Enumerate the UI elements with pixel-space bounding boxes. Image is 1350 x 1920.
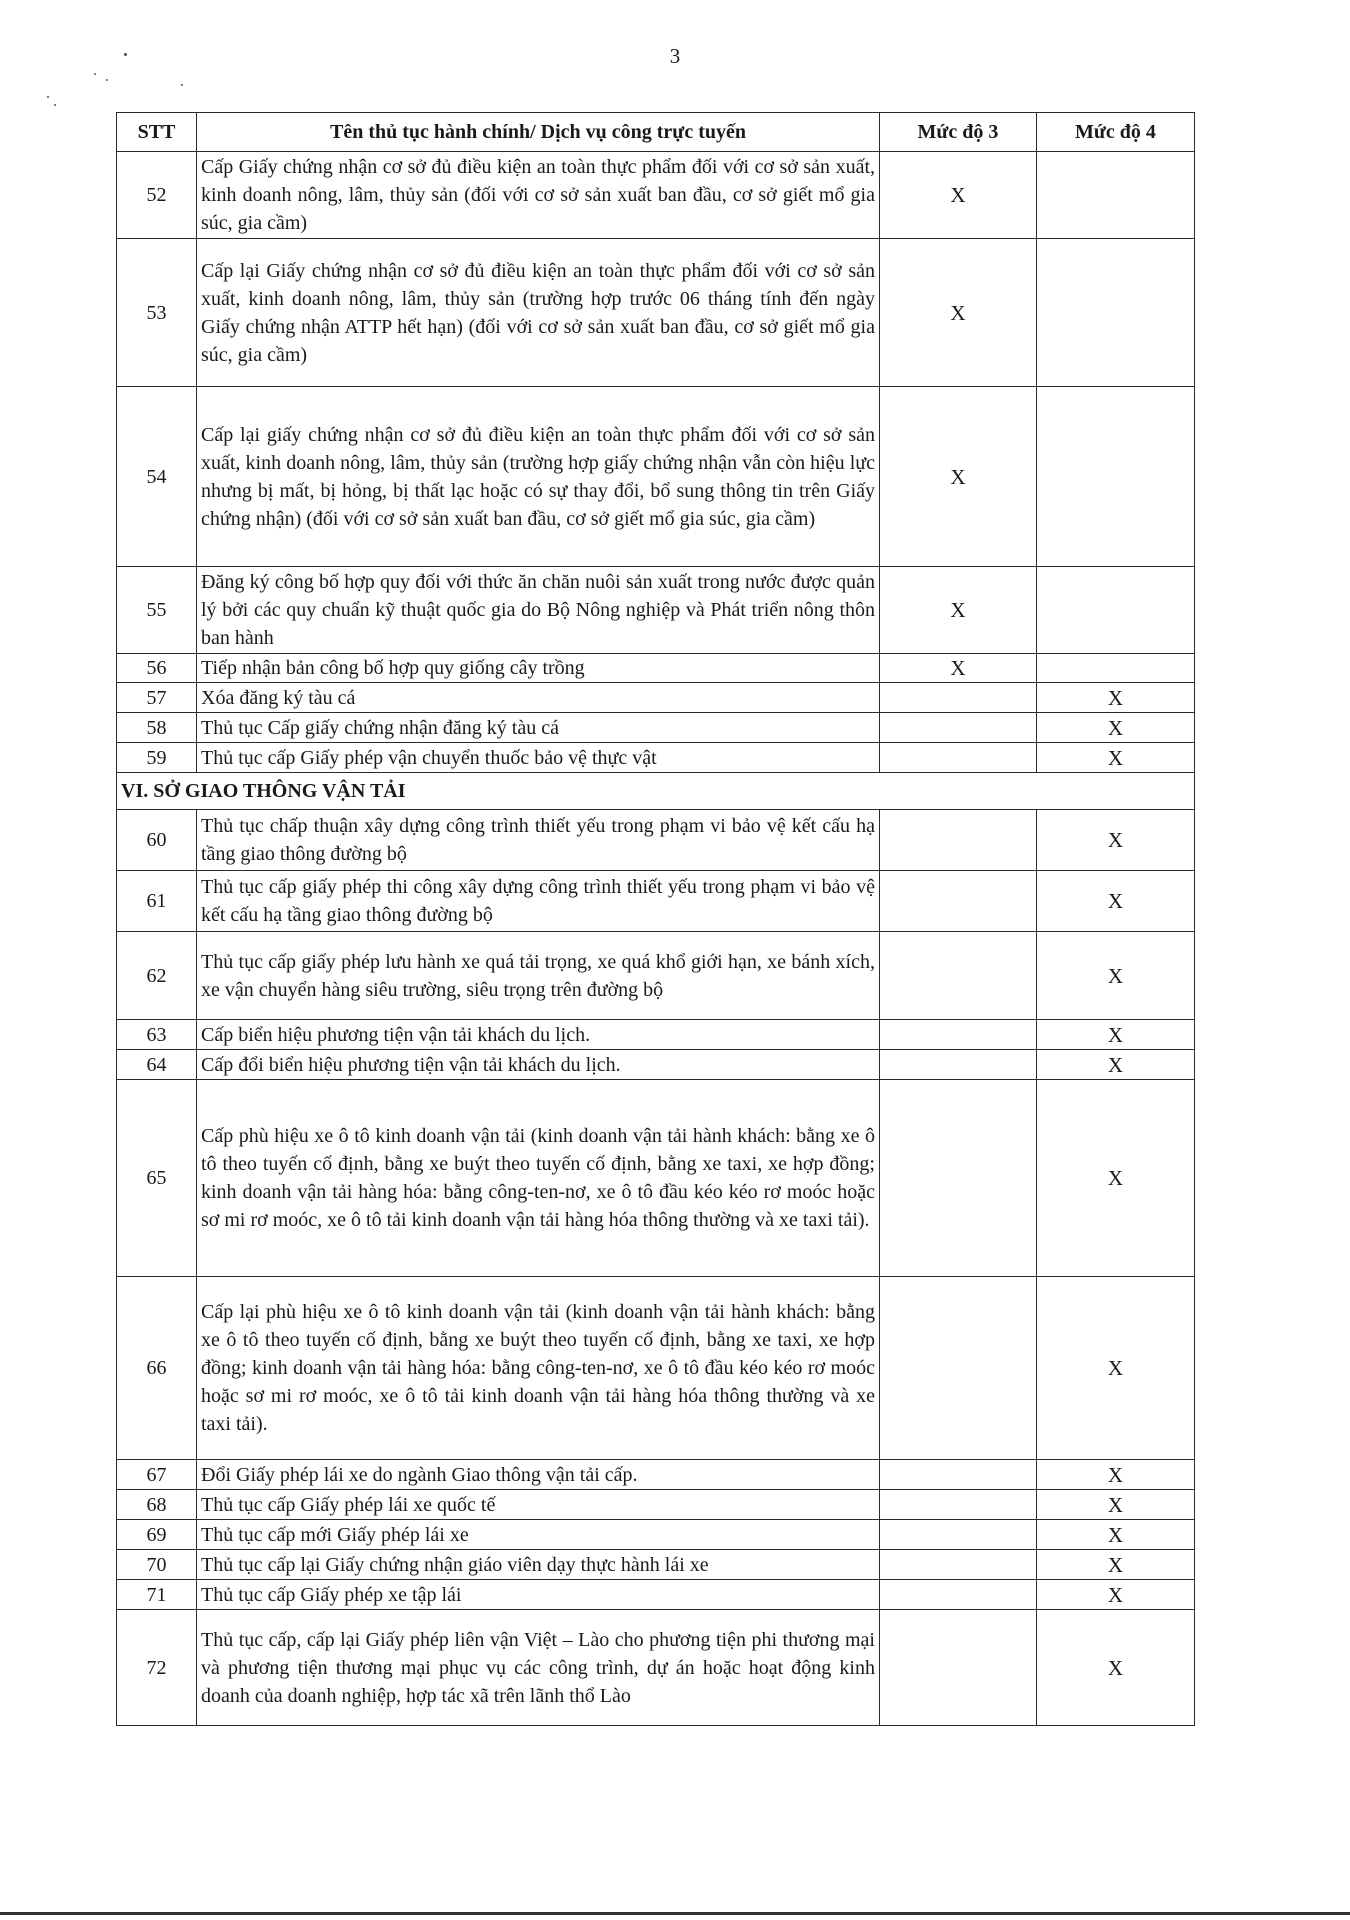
procedure-name: Cấp biển hiệu phương tiện vận tải khách du lịch. xyxy=(197,1020,880,1050)
level-4-mark xyxy=(1037,387,1195,567)
page-number: 3 xyxy=(669,44,681,68)
procedure-name: Thủ tục cấp Giấy phép vận chuyển thuốc bảo vệ thực vật xyxy=(197,743,880,773)
row-number: 64 xyxy=(117,1050,197,1080)
procedure-name: Thủ tục cấp giấy phép lưu hành xe quá tải trọng, xe quá khổ giới hạn, xe bánh xích, xe vận chuyển hàng siêu trường, siêu trọng trên đường bộ xyxy=(197,932,880,1020)
level-3-mark xyxy=(880,683,1037,713)
procedure-name: Cấp lại giấy chứng nhận cơ sở đủ điều kiện an toàn thực phẩm đối với cơ sở sản xuất, kinh doanh nông, lâm, thủy sản (trường hợp giấy chứng nhận vẫn còn hiệu lực nhưng bị mất, bị hỏng, bị thất lạc hoặc có sự thay đổi, bổ sung thông tin trên Giấy chứng nhận) (đối với cơ sở sản xuất ban đầu, cơ sở giết mổ gia súc, gia cầm) xyxy=(197,387,880,567)
row-number: 54 xyxy=(117,387,197,567)
table-row xyxy=(117,1080,1195,1277)
level-4-mark: X xyxy=(1037,1610,1195,1726)
level-3-mark xyxy=(880,1277,1037,1460)
level-3-mark: X xyxy=(880,239,1037,387)
table-row xyxy=(117,743,1195,773)
table-row xyxy=(117,932,1195,1020)
procedure-name: Cấp lại Giấy chứng nhận cơ sở đủ điều kiện an toàn thực phẩm đối với cơ sở sản xuất, kinh doanh nông, lâm, thủy sản (trường hợp trước 06 tháng tính đến ngày Giấy chứng nhận ATTP hết hạn) (đối với cơ sở sản xuất ban đầu, cơ sở giết mổ gia súc, gia cầm) xyxy=(197,239,880,387)
scan-speck xyxy=(124,53,127,56)
procedures-table xyxy=(116,112,1195,1726)
scan-edge-line xyxy=(0,1912,1350,1915)
level-3-mark xyxy=(880,1520,1037,1550)
section-row xyxy=(117,773,1195,810)
level-4-mark: X xyxy=(1037,1460,1195,1490)
header-stt: STT xyxy=(117,113,197,152)
procedure-name: Thủ tục cấp mới Giấy phép lái xe xyxy=(197,1520,880,1550)
table-row xyxy=(117,1610,1195,1726)
level-4-mark xyxy=(1037,152,1195,239)
row-number: 57 xyxy=(117,683,197,713)
procedure-name: Thủ tục chấp thuận xây dựng công trình thiết yếu trong phạm vi bảo vệ kết cấu hạ tầng giao thông đường bộ xyxy=(197,810,880,871)
row-number: 65 xyxy=(117,1080,197,1277)
level-3-mark: X xyxy=(880,654,1037,683)
procedure-name: Cấp lại phù hiệu xe ô tô kinh doanh vận tải (kinh doanh vận tải hành khách: bằng xe ô tô theo tuyến cố định, bằng xe buýt theo tuyến cố định, bằng xe taxi, xe hợp đồng; kinh doanh vận tải hàng hóa: bằng công-ten-nơ, xe ô tô đầu kéo kéo rơ moóc hoặc sơ mi rơ moóc, xe ô tô tải kinh doanh vận tải hàng hóa thông thường và xe taxi tải). xyxy=(197,1277,880,1460)
header-level-4: Mức độ 4 xyxy=(1037,113,1195,152)
procedure-name: Thủ tục cấp, cấp lại Giấy phép liên vận Việt – Lào cho phương tiện phi thương mại và phương tiện thương mại phục vụ các công trình, dự án hoặc hoạt động kinh doanh của doanh nghiệp, hợp tác xã trên lãnh thổ Lào xyxy=(197,1610,880,1726)
row-number: 53 xyxy=(117,239,197,387)
level-3-mark xyxy=(880,932,1037,1020)
level-3-mark xyxy=(880,1050,1037,1080)
row-number: 61 xyxy=(117,871,197,932)
table-row xyxy=(117,239,1195,387)
level-3-mark xyxy=(880,713,1037,743)
row-number: 66 xyxy=(117,1277,197,1460)
procedure-name: Cấp phù hiệu xe ô tô kinh doanh vận tải (kinh doanh vận tải hành khách: bằng xe ô tô theo tuyến cố định, bằng xe buýt theo tuyến cố định, bằng xe taxi, xe hợp đồng; kinh doanh vận tải hàng hóa: bằng công-ten-nơ, xe ô tô đầu kéo kéo rơ moóc hoặc sơ mi rơ moóc, xe ô tô tải kinh doanh vận tải hàng hóa thông thường và xe taxi tải). xyxy=(197,1080,880,1277)
level-3-mark xyxy=(880,1580,1037,1610)
header-procedure-name: Tên thủ tục hành chính/ Dịch vụ công trực tuyến xyxy=(197,113,880,152)
table-row xyxy=(117,683,1195,713)
level-3-mark xyxy=(880,1490,1037,1520)
level-3-mark xyxy=(880,1550,1037,1580)
row-number: 72 xyxy=(117,1610,197,1726)
procedure-name: Thủ tục cấp Giấy phép lái xe quốc tế xyxy=(197,1490,880,1520)
procedure-name: Đăng ký công bố hợp quy đối với thức ăn chăn nuôi sản xuất trong nước được quản lý bởi các quy chuẩn kỹ thuật quốc gia do Bộ Nông nghiệp và Phát triển nông thôn ban hành xyxy=(197,567,880,654)
row-number: 71 xyxy=(117,1580,197,1610)
row-number: 55 xyxy=(117,567,197,654)
level-4-mark xyxy=(1037,654,1195,683)
row-number: 63 xyxy=(117,1020,197,1050)
scan-speck xyxy=(47,96,49,98)
procedure-name: Thủ tục Cấp giấy chứng nhận đăng ký tàu cá xyxy=(197,713,880,743)
table-body xyxy=(117,152,1195,1726)
level-4-mark: X xyxy=(1037,1050,1195,1080)
level-4-mark: X xyxy=(1037,1020,1195,1050)
procedure-name: Thủ tục cấp Giấy phép xe tập lái xyxy=(197,1580,880,1610)
level-4-mark: X xyxy=(1037,932,1195,1020)
row-number: 58 xyxy=(117,713,197,743)
table-row xyxy=(117,810,1195,871)
procedure-name: Tiếp nhận bản công bố hợp quy giống cây trồng xyxy=(197,654,880,683)
row-number: 60 xyxy=(117,810,197,871)
level-3-mark xyxy=(880,810,1037,871)
table-row xyxy=(117,713,1195,743)
level-4-mark: X xyxy=(1037,1550,1195,1580)
level-3-mark xyxy=(880,1020,1037,1050)
procedure-name: Đổi Giấy phép lái xe do ngành Giao thông vận tải cấp. xyxy=(197,1460,880,1490)
header-level-3: Mức độ 3 xyxy=(880,113,1037,152)
scan-speck xyxy=(94,73,96,75)
level-4-mark: X xyxy=(1037,713,1195,743)
level-4-mark: X xyxy=(1037,1080,1195,1277)
scan-speck xyxy=(181,84,183,86)
row-number: 52 xyxy=(117,152,197,239)
scan-speck xyxy=(54,104,56,106)
level-3-mark xyxy=(880,1080,1037,1277)
level-3-mark xyxy=(880,743,1037,773)
table-row xyxy=(117,387,1195,567)
procedure-name: Thủ tục cấp lại Giấy chứng nhận giáo viên dạy thực hành lái xe xyxy=(197,1550,880,1580)
table-header-row xyxy=(117,113,1195,152)
table-row xyxy=(117,1520,1195,1550)
table-row xyxy=(117,567,1195,654)
table-row xyxy=(117,1050,1195,1080)
table-row xyxy=(117,1020,1195,1050)
level-3-mark: X xyxy=(880,152,1037,239)
level-3-mark: X xyxy=(880,567,1037,654)
table-row xyxy=(117,654,1195,683)
table-row xyxy=(117,1277,1195,1460)
procedure-name: Cấp đổi biển hiệu phương tiện vận tải khách du lịch. xyxy=(197,1050,880,1080)
row-number: 68 xyxy=(117,1490,197,1520)
row-number: 56 xyxy=(117,654,197,683)
level-3-mark xyxy=(880,1460,1037,1490)
level-4-mark: X xyxy=(1037,743,1195,773)
table-row xyxy=(117,1550,1195,1580)
level-3-mark xyxy=(880,1610,1037,1726)
level-4-mark: X xyxy=(1037,1520,1195,1550)
level-4-mark: X xyxy=(1037,871,1195,932)
level-4-mark: X xyxy=(1037,1580,1195,1610)
table-row xyxy=(117,1490,1195,1520)
row-number: 70 xyxy=(117,1550,197,1580)
table-row xyxy=(117,871,1195,932)
row-number: 59 xyxy=(117,743,197,773)
level-4-mark xyxy=(1037,567,1195,654)
row-number: 62 xyxy=(117,932,197,1020)
level-3-mark xyxy=(880,871,1037,932)
procedure-name: Thủ tục cấp giấy phép thi công xây dựng công trình thiết yếu trong phạm vi bảo vệ kết cấu hạ tầng giao thông đường bộ xyxy=(197,871,880,932)
level-4-mark: X xyxy=(1037,683,1195,713)
row-number: 69 xyxy=(117,1520,197,1550)
level-4-mark: X xyxy=(1037,810,1195,871)
table-row xyxy=(117,1580,1195,1610)
row-number: 67 xyxy=(117,1460,197,1490)
procedure-name: Cấp Giấy chứng nhận cơ sở đủ điều kiện an toàn thực phẩm đối với cơ sở sản xuất, kinh doanh nông, lâm, thủy sản (đối với cơ sở sản xuất ban đầu, cơ sở giết mổ gia súc, gia cầm) xyxy=(197,152,880,239)
level-4-mark: X xyxy=(1037,1277,1195,1460)
section-title: VI. SỞ GIAO THÔNG VẬN TẢI xyxy=(117,773,1195,810)
level-4-mark xyxy=(1037,239,1195,387)
level-4-mark: X xyxy=(1037,1490,1195,1520)
table-row xyxy=(117,1460,1195,1490)
table-row xyxy=(117,152,1195,239)
level-3-mark: X xyxy=(880,387,1037,567)
scan-speck xyxy=(106,79,108,81)
procedure-name: Xóa đăng ký tàu cá xyxy=(197,683,880,713)
